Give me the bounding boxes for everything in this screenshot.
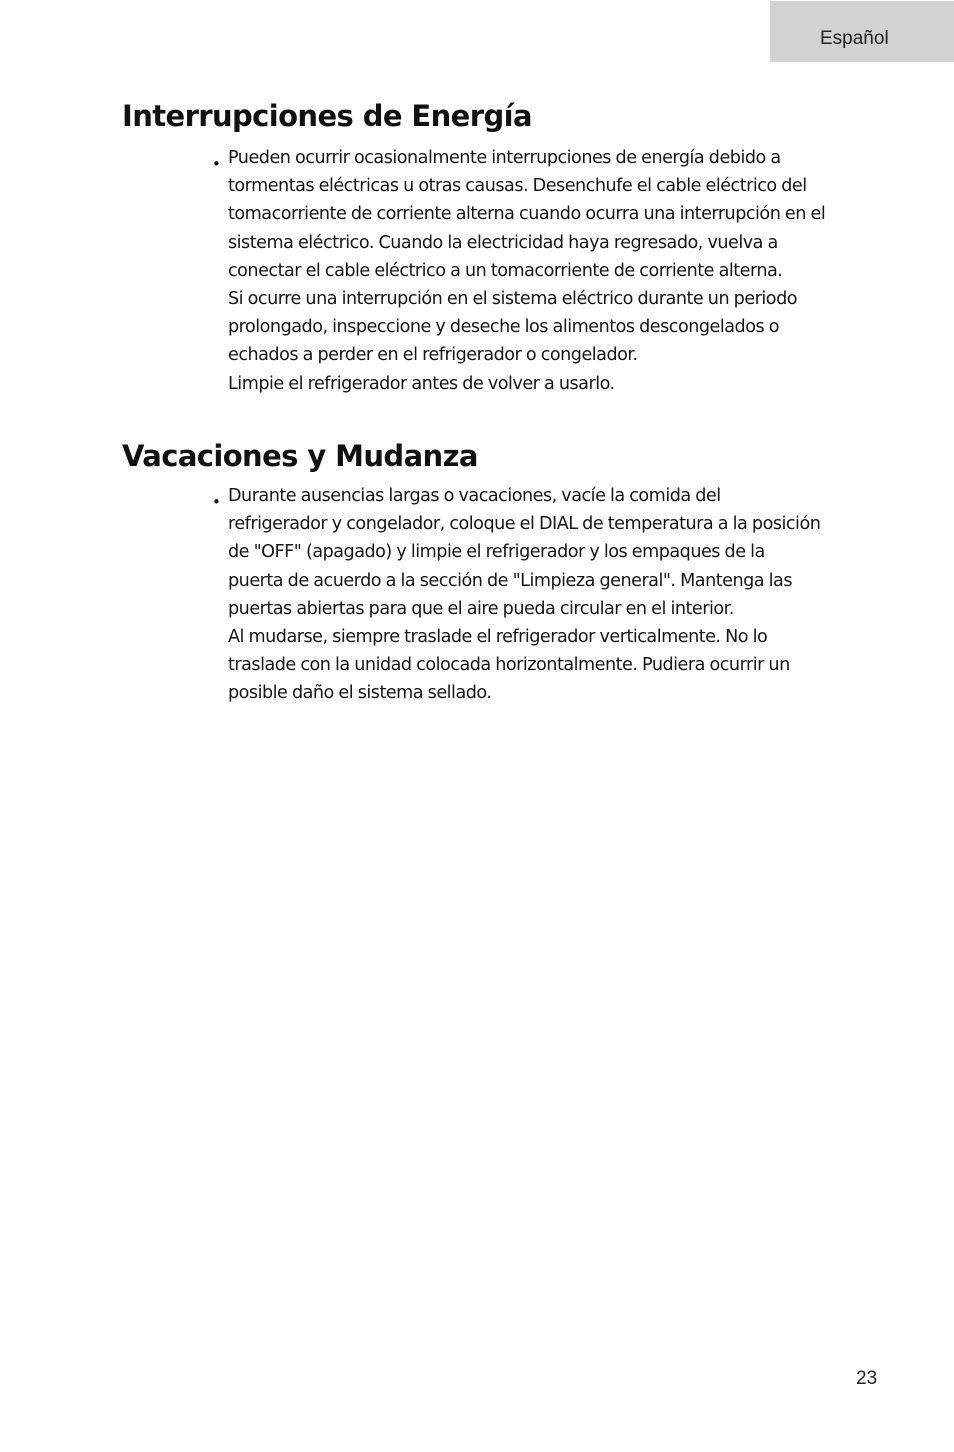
body-line: puertas abiertas para que el aire pueda circular en el interior. <box>228 598 734 619</box>
body-line: conectar el cable eléctrico a un tomacorriente de corriente alterna. <box>228 260 783 281</box>
body-line: Limpie el refrigerador antes de volver a usarlo. <box>228 373 615 394</box>
body-line: puerta de acuerdo a la sección de "Limpieza general". Mantenga las <box>228 570 792 591</box>
bullet-marker: • <box>212 155 221 173</box>
page-number: 23 <box>856 1368 878 1389</box>
bullet-marker: • <box>212 493 221 511</box>
section-title-power-interruptions: Interrupciones de Energía <box>122 99 532 133</box>
body-line: Si ocurre una interrupción en el sistema eléctrico durante un periodo <box>228 288 797 309</box>
body-line: refrigerador y congelador, coloque el DIAL de temperatura a la posición <box>228 514 821 535</box>
body-line: Durante ausencias largas o vacaciones, vacíe la comida del <box>228 486 721 506</box>
body-line: tomacorriente de corriente alterna cuando ocurra una interrupción en el <box>228 204 826 225</box>
body-line: traslade con la unidad colocada horizontalmente. Pudiera ocurrir un <box>228 655 790 676</box>
body-line: Pueden ocurrir ocasionalmente interrupciones de energía debido a <box>228 148 781 168</box>
section-body-vacations-moving <box>228 482 888 708</box>
body-line: prolongado, inspeccione y deseche los alimentos descongelados o <box>228 317 780 338</box>
body-line: sistema eléctrico. Cuando la electricidad haya regresado, vuelva a <box>228 232 778 253</box>
language-tab-label: Español <box>820 28 889 49</box>
body-line: de "OFF" (apagado) y limpie el refrigerador y los empaques de la <box>228 542 765 563</box>
body-line: echados a perder en el refrigerador o congelador. <box>228 345 638 366</box>
language-tab <box>770 1 954 62</box>
body-line: posible daño el sistema sellado. <box>228 683 492 704</box>
body-line: Al mudarse, siempre traslade el refrigerador verticalmente. No lo <box>228 626 768 647</box>
section-body-power-interruptions <box>228 144 888 398</box>
section-title-vacations-moving: Vacaciones y Mudanza <box>122 439 478 473</box>
body-line: tormentas eléctricas u otras causas. Desenchufe el cable eléctrico del <box>228 176 807 197</box>
